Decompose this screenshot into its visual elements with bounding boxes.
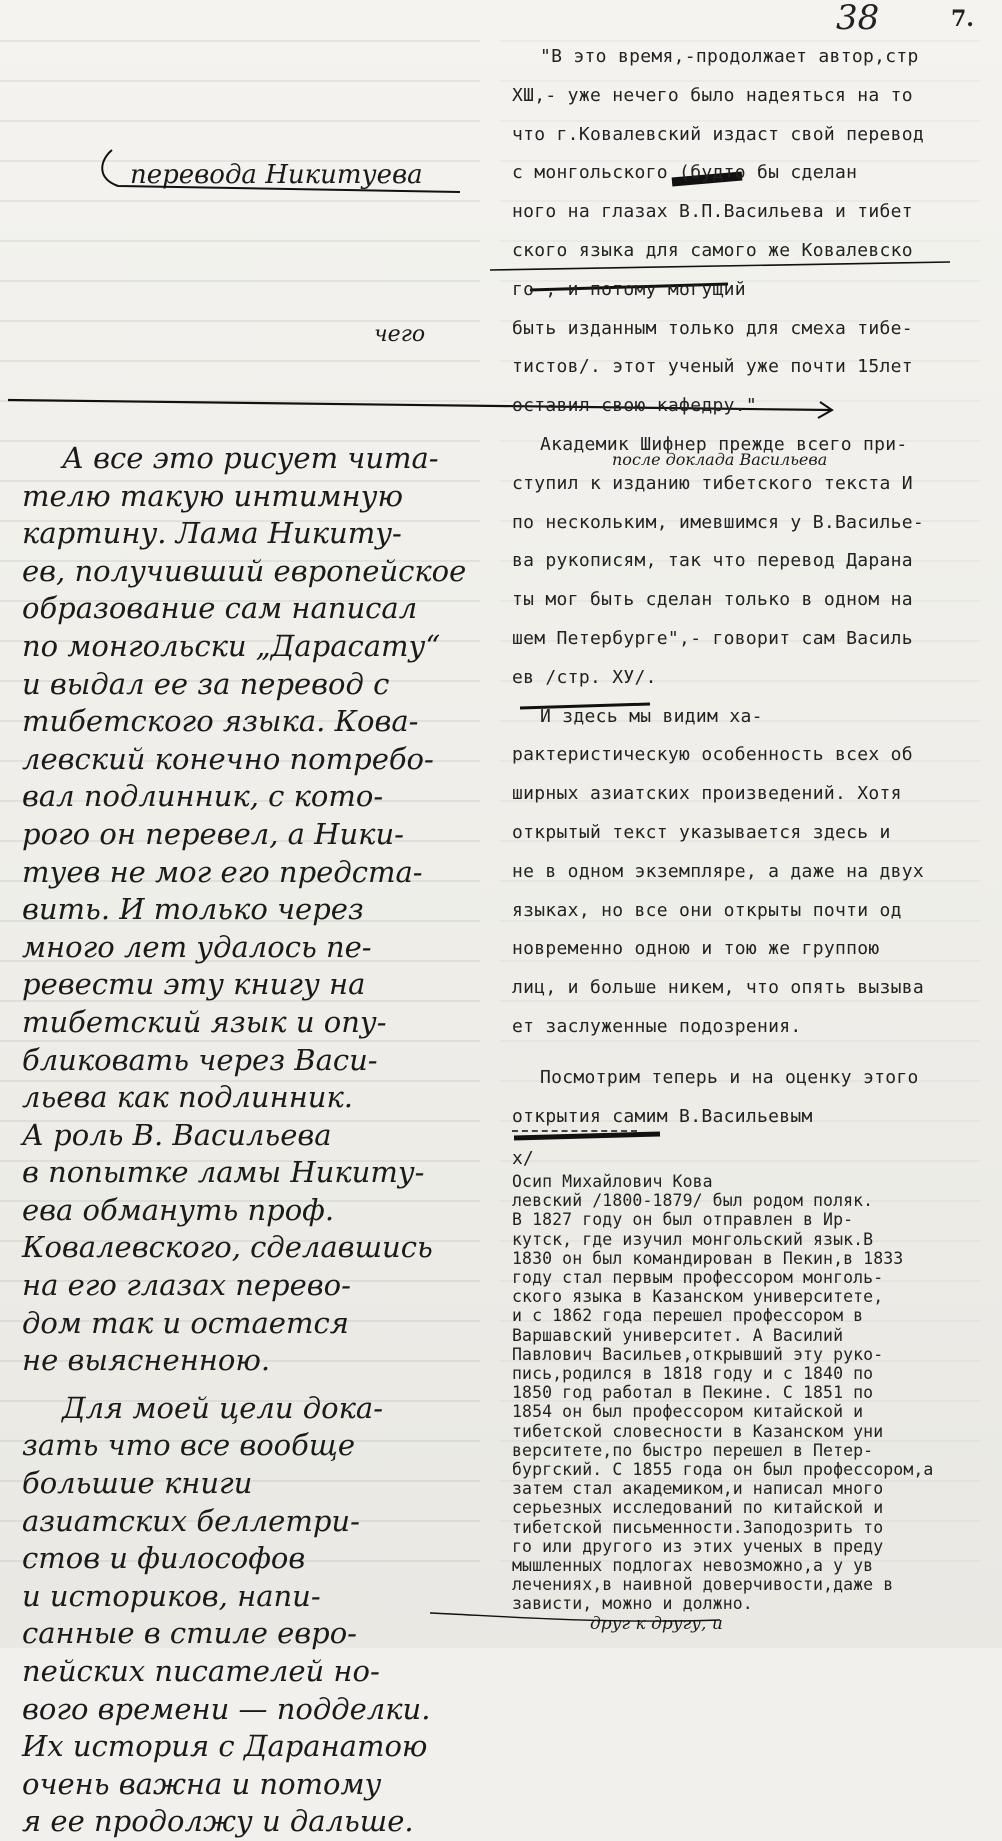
typed-paragraph: "В это время,-продолжает автор,стр XШ,- уже нечего было надеяться на то что г.Ковалевский издаст свой перевод с монгольского (будто бы сделан ного на глазах В.П.Васильева и тибет ского языка для самого же Ковалевско го , и потому могущий быть изданным только для смеха тибе- тистов/. этот ученый уже почти 15лет оставил свою кафедру."	[512, 46, 925, 417]
archive-number: 38	[836, 0, 880, 38]
handwritten-bottom-note: друг к другу, и	[590, 1614, 723, 1634]
handwritten-paragraph: А все это рисует чита- телю такую интимную картину. Лама Никиту- ев, получивший европейское образование сам написал по монгольски „Дарасату“ и выдал ее за перевод с тибетского языка. Кова- левский конечно потребо- вал подлинник, с кото- рого он перевел, а Ники- туев не мог его предста- вить. И только через много лет удалось пе- ревести эту книгу на тибетский язык и опу- бликовать через Васи- льева как подлинник. А роль В. Васильева в попытке ламы Никиту- ева обмануть проф. Ковалевского, сделавшись на его глазах перево- дом так и остается не выясненною.	[22, 441, 467, 1378]
typed-paragraph: Академик Шифнер прежде всего при- ступил к изданию тибетского текста И по нескольким, имевшимся у В.Василье- ва рукописям, так что перевод Дарана ты мог быть сделан только в одном на шем Петербурге",- говорит сам Василь ев /стр. ХУ/.	[512, 433, 925, 688]
handwritten-paragraph: Для моей цели дока- зать что все вообще большие книги азиатских беллетри- стов и философов и историков, напи- санные в стиле евро- пейских писателей но- вого времени — подделки. Их история с Даранатою очень важна и потому я ее продолжу и дальше.	[22, 1390, 431, 1839]
handwritten-margin-word: чего	[374, 322, 426, 347]
footnote-separator	[512, 1130, 637, 1132]
typed-paragraph: Посмотрим теперь и на оценку этого открытия самим В.Васильевым	[512, 1066, 919, 1127]
page-number: 7.	[951, 6, 974, 32]
typed-paragraph: И здесь мы видим ха- рактеристическую особенность всех об ширных азиатских произведений. Хотя открытый текст указывается здесь и не в одном экземпляре, а даже на двух языках, но все они открыты почти од новременно одною и тою же группою лиц, и больше никем, что опять вызыва ет заслуженные подозрения.	[512, 705, 925, 1037]
handwritten-insert-line: после доклада Васильева	[612, 450, 828, 469]
footnote-text: Осип Михайлович Кова левский /1800-1879/ был родом поляк. В 1827 году он был отправлен в Ир- кутск, где изучил монгольский язык.В 1830 он был командирован в Пекин,в 1833 году стал первым профессором монголь- ского языка в Казанском университете, и с 1862 года перешел профессором в Варшавский университет. А Василий Павлович Васильев,открывший эту руко- пись,родился в 1818 году и с 1840 по 1850 год работал в Пекине. С 1851 по 1854 он был профессором китайской и тибетской словесности в Казанском уни верситете,по быстро перешел в Петер- бургский. С 1855 года он был профессором,а затем стал академиком,и написал много серьезных исследований по китайской и тибетской письменности.Заподозрить то го или другого из этих ученых в преду мышленных подлогах невозможно,а у ув лечениях,в наивной доверчивости,даже в зависти, можно и должно.	[512, 1172, 934, 1614]
handwritten-margin-text	[22, 440, 492, 1841]
handwritten-top-note: перевода Никитуева	[130, 160, 423, 190]
typed-column	[512, 38, 990, 1136]
footnote-marker: х/	[512, 1148, 534, 1169]
insert-bracket-stroke	[102, 150, 460, 192]
